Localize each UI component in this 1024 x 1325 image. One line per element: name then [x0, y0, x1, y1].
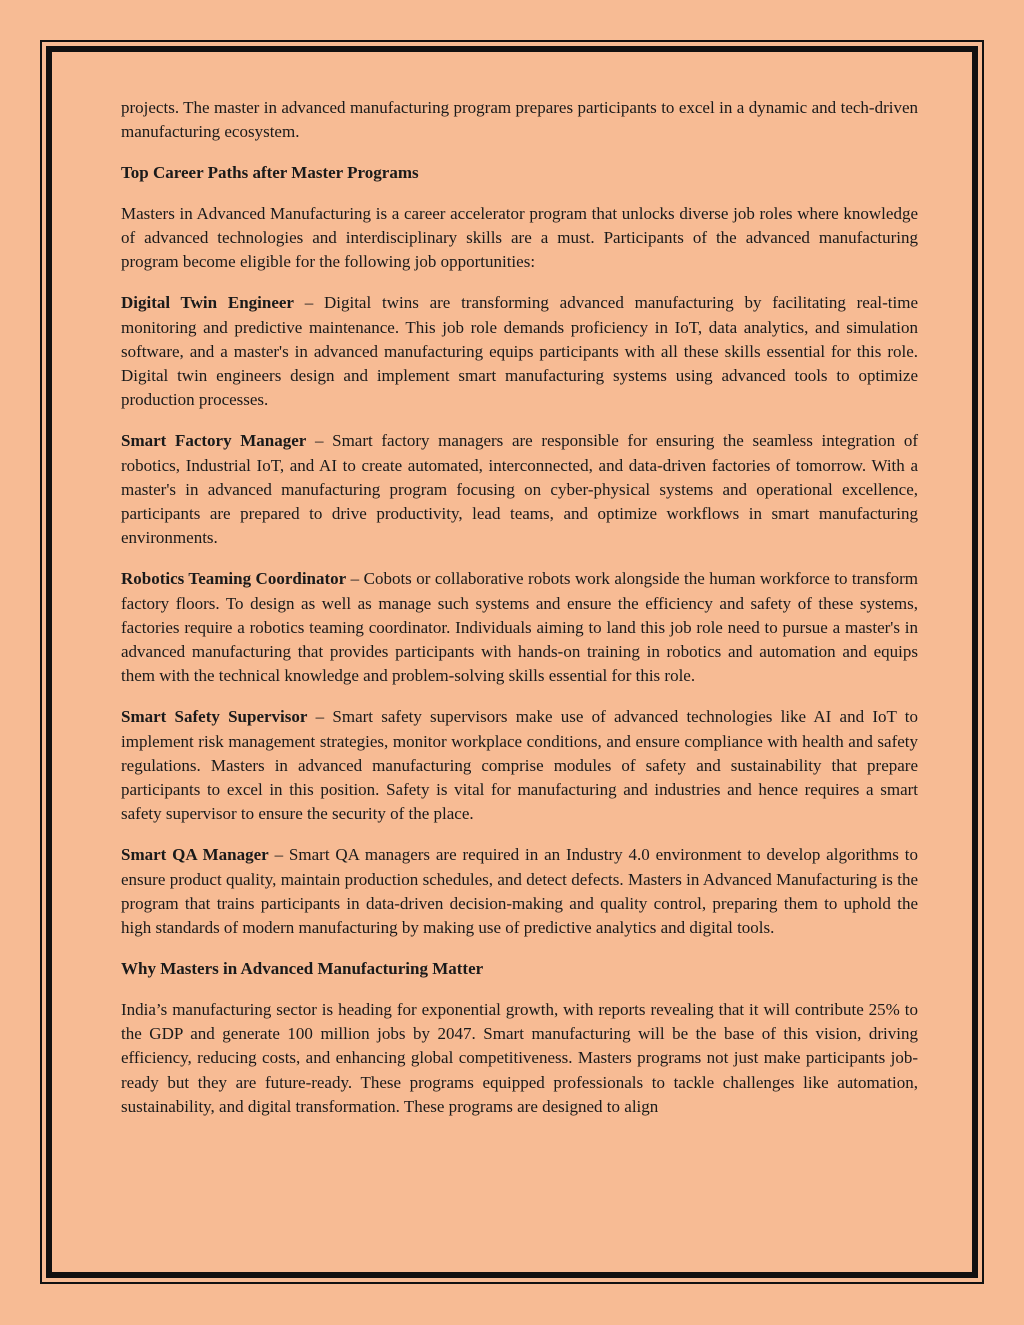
role-description: – Digital twins are transforming advanced manufacturing by facilitating real-time monitoring and predictive maintenance. This job role demands proficiency in IoT, data analytics, and simulation software, and a master's in advanced manufacturing equips participants with all these skills essential for this role. Digital twin engineers design and implement smart manufacturing systems using advanced tools to optimize production processes.	[121, 293, 918, 410]
role-description: – Cobots or collaborative robots work alongside the human workforce to transform factory floors. To design as well as manage such systems and ensure the efficiency and safety of these systems, factories require a robotics teaming coordinator. Individuals aiming to land this job role need to pursue a master's in advanced manufacturing that provides participants with hands-on training in robotics and automation and equips them with the technical knowledge and problem-solving skills essential for this role.	[121, 569, 918, 686]
career-paths-heading: Top Career Paths after Master Programs	[121, 163, 419, 183]
role-paragraph-smart-safety-supervisor	[121, 705, 918, 826]
role-title: Smart Safety Supervisor	[121, 707, 308, 727]
role-title: Smart QA Manager	[121, 845, 269, 865]
intro-continuation-paragraph: projects. The master in advanced manufacturing program prepares participants to excel in a dynamic and tech-driven manufacturing ecosystem.	[121, 98, 918, 142]
role-description: – Smart factory managers are responsible for ensuring the seamless integration of robotics, Industrial IoT, and AI to create automated, interconnected, and data-driven factories of tomorrow. With a master's in advanced manufacturing program focusing on cyber-physical systems and operational excellence, participants are prepared to drive productivity, lead teams, and optimize workflows in smart manufacturing environments.	[121, 431, 918, 548]
role-description: – Smart QA managers are required in an Industry 4.0 environment to develop algorithms to ensure product quality, maintain production schedules, and detect defects. Masters in Advanced Manufacturing is the program that trains participants in data-driven decision-making and quality control, preparing them to uphold the high standards of modern manufacturing by making use of predictive analytics and digital tools.	[121, 845, 918, 938]
career-intro-paragraph: Masters in Advanced Manufacturing is a career accelerator program that unlocks diverse job roles where knowledge of advanced technologies and interdisciplinary skills are a must. Participants of the advanced manufacturing program become eligible for the following job opportunities:	[121, 203, 918, 272]
why-masters-heading: Why Masters in Advanced Manufacturing Matter	[121, 958, 484, 978]
role-description: – Smart safety supervisors make use of advanced technologies like AI and IoT to implement risk management strategies, monitor workplace conditions, and ensure compliance with health and safety regulations. Masters in advanced manufacturing comprise modules of safety and sustainability that prepare participants to excel in this position. Safety is vital for manufacturing and industries and hence requires a smart safety supervisor to ensure the security of the place.	[121, 707, 919, 824]
role-paragraph-robotics-teaming-coordinator	[121, 567, 918, 688]
role-paragraph-digital-twin-engineer	[121, 291, 918, 412]
role-paragraph-smart-factory-manager	[121, 429, 918, 550]
why-masters-paragraph: India’s manufacturing sector is heading for exponential growth, with reports revealing that it will contribute 25% to the GDP and generate 100 million jobs by 2047. Smart manufacturing will be the base of this vision, driving efficiency, reducing costs, and enhancing global competitiveness. Masters programs not just make participants job-ready but they are future-ready. These programs equipped professionals to tackle challenges like automation, sustainability, and digital transformation. These programs are designed to align	[121, 999, 918, 1116]
role-paragraph-smart-qa-manager	[121, 843, 918, 940]
document-body	[121, 96, 918, 1136]
role-title: Digital Twin Engineer	[121, 293, 294, 313]
role-title: Smart Factory Manager	[121, 431, 307, 451]
role-title: Robotics Teaming Coordinator	[121, 569, 347, 589]
